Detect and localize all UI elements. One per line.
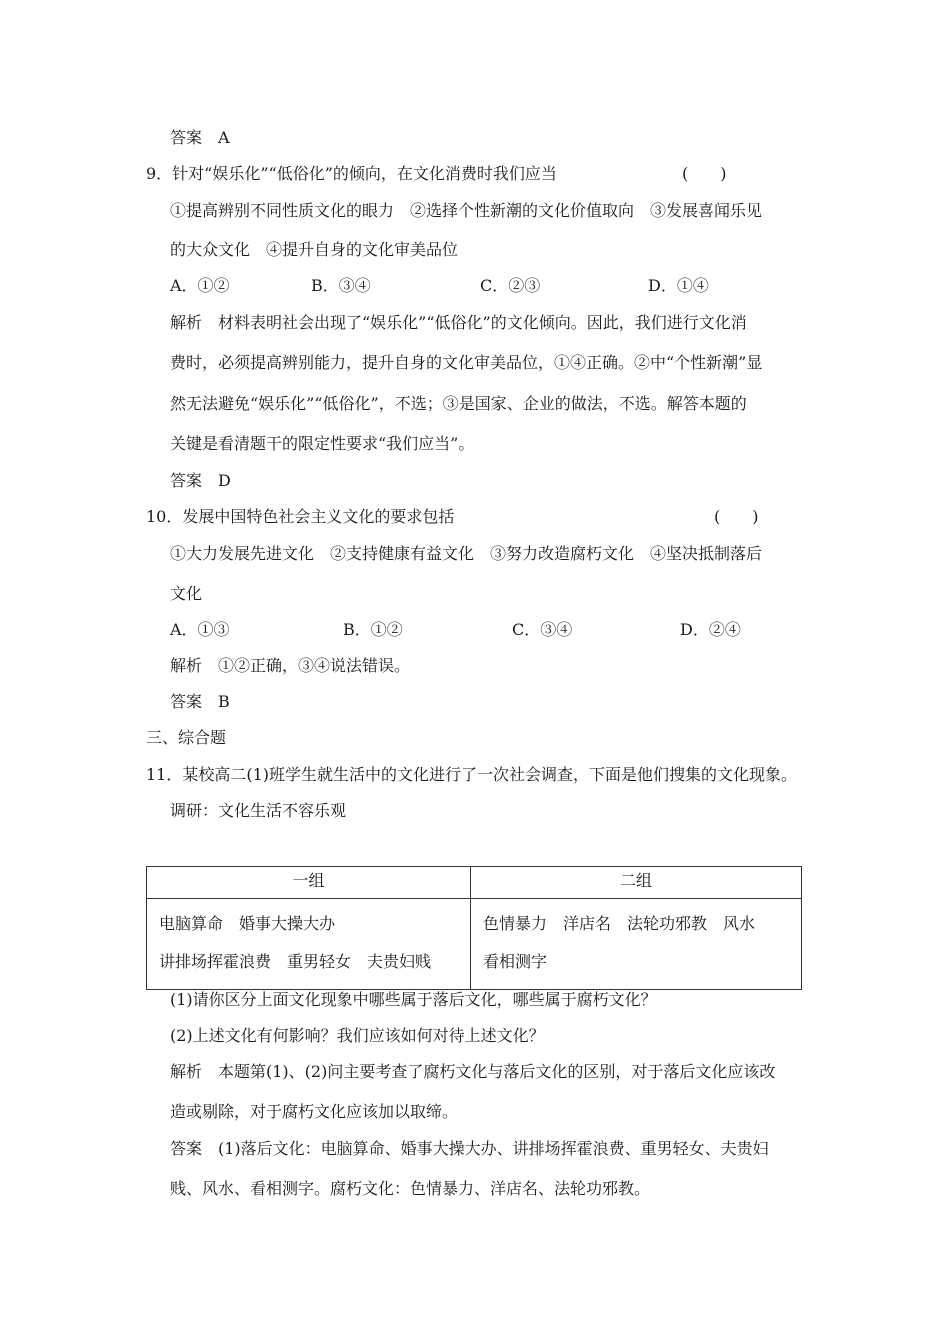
option-a: A．①③ — [170, 620, 230, 639]
question-9-items-line2: 的大众文化 ④提升自身的文化审美品位 — [170, 240, 459, 259]
answer-q11-line1: 答案 (1)落后文化：电脑算命、婚事大操大办、讲排场挥霍浪费、重男轻女、夫贵妇 — [170, 1139, 769, 1158]
question-11-stem: 11．某校高二(1)班学生就生活中的文化进行了一次社会调查，下面是他们搜集的文化现象。 — [146, 765, 798, 784]
analysis-q9-line4: 关键是看清题干的限定性要求“我们应当”。 — [170, 434, 475, 453]
answer-q8: 答案 A — [170, 128, 230, 147]
option-c: C．③④ — [512, 620, 573, 639]
question-11-part2: (2)上述文化有何影响？我们应该如何对待上述文化？ — [170, 1026, 545, 1045]
table-cell-group1 — [147, 899, 471, 990]
question-11-survey: 调研：文化生活不容乐观 — [170, 801, 347, 820]
cell-line: 看相测字 — [483, 952, 548, 971]
cell-line: 讲排场挥霍浪费 重男轻女 夫贵妇贱 — [159, 952, 432, 971]
analysis-q9-line2: 费时，必须提高辨别能力，提升自身的文化审美品位，①④正确。②中“个性新潮”显 — [170, 353, 763, 372]
section-heading: 三、综合题 — [146, 728, 227, 747]
option-a: A．①② — [170, 276, 230, 295]
answer-q10: 答案 B — [170, 692, 230, 711]
question-11-part1: (1)请你区分上面文化现象中哪些属于落后文化，哪些属于腐朽文化？ — [170, 990, 657, 1009]
question-9-blank: ( ) — [682, 164, 727, 183]
table-header-group1: 一组 — [147, 867, 471, 899]
table-cell-group2 — [471, 899, 802, 990]
analysis-q11-line2: 造或剔除，对于腐朽文化应该加以取缔。 — [170, 1102, 459, 1121]
question-10-items-line2: 文化 — [170, 584, 203, 603]
table-header-group2: 二组 — [471, 867, 802, 899]
cell-line: 电脑算命 婚事大操大办 — [159, 914, 336, 933]
cell-line: 色情暴力 洋店名 法轮功邪教 风水 — [483, 914, 756, 933]
question-10-items-line1: ①大力发展先进文化 ②支持健康有益文化 ③努力改造腐朽文化 ④坚决抵制落后 — [170, 544, 763, 563]
question-10-blank: ( ) — [714, 507, 759, 526]
analysis-q10: 解析 ①②正确，③④说法错误。 — [170, 656, 411, 675]
answer-q11-line2: 贱、风水、看相测字。腐朽文化：色情暴力、洋店名、法轮功邪教。 — [170, 1179, 651, 1198]
analysis-q9-line1: 解析 材料表明社会出现了“娱乐化”“低俗化”的文化倾向。因此，我们进行文化消 — [170, 313, 747, 332]
answer-q9: 答案 D — [170, 471, 231, 490]
question-10-stem: 10．发展中国特色社会主义文化的要求包括 — [146, 507, 455, 526]
option-c: C．②③ — [480, 276, 541, 295]
culture-table — [146, 866, 802, 990]
option-b: B．①② — [343, 620, 403, 639]
question-9-items-line1: ①提高辨别不同性质文化的眼力 ②选择个性新潮的文化价值取向 ③发展喜闻乐见 — [170, 201, 763, 220]
analysis-q9-line3: 然无法避免“娱乐化”“低俗化”，不选；③是国家、企业的做法，不选。解答本题的 — [170, 394, 747, 413]
option-b: B．③④ — [311, 276, 371, 295]
option-d: D．①④ — [648, 276, 709, 295]
analysis-q11-line1: 解析 本题第(1)、(2)问主要考查了腐朽文化与落后文化的区别，对于落后文化应该改 — [170, 1062, 776, 1081]
question-9-stem: 9．针对“娱乐化”“低俗化”的倾向，在文化消费时我们应当 — [146, 164, 557, 183]
option-d: D．②④ — [680, 620, 741, 639]
